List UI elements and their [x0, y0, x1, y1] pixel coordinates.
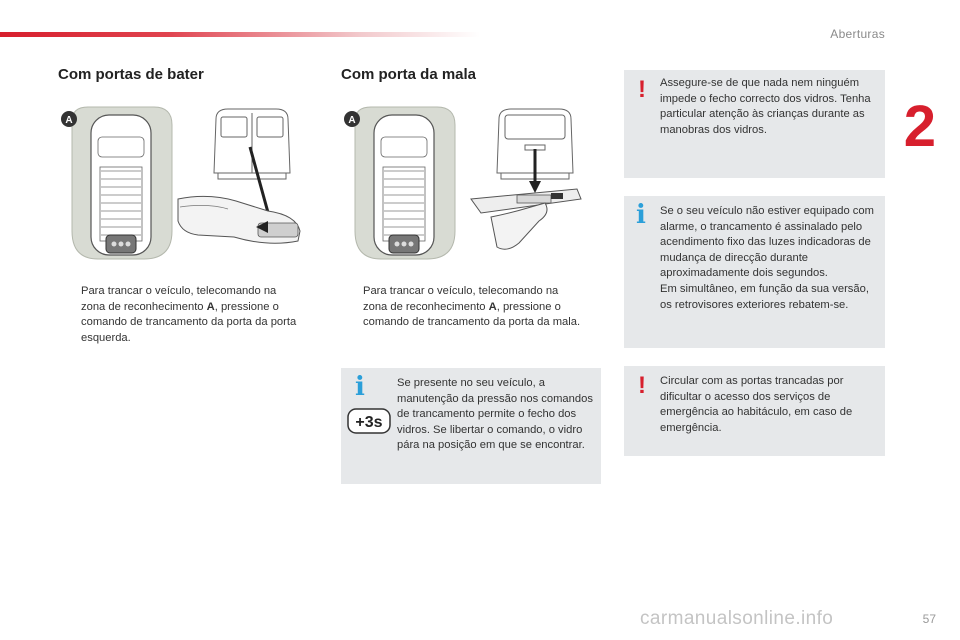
- page-number: 57: [922, 612, 936, 626]
- left-heading: Com portas de bater: [58, 66, 204, 83]
- info-box-alarm: [624, 196, 885, 348]
- warning-icon: !: [638, 76, 646, 103]
- warning-icon: !: [638, 372, 646, 399]
- info-box-text: Se presente no seu veículo, a manutenção da pressão nos comandos de trancamento permite o fecho dos vidros. Se libertar o comando, o vidro pára na posição em que se encontrar.: [397, 377, 593, 452]
- info-icon: i: [355, 372, 365, 402]
- zone-a-badge: [61, 111, 77, 127]
- warning-box-windows: [624, 70, 885, 178]
- warning-box-emergency: [624, 366, 885, 456]
- section-title: Aberturas: [830, 27, 885, 41]
- middle-instruction: Para trancar o veículo, telecomando na zona de reconhecimento A, pressione o comando de trancamento da porta da mala.: [363, 285, 581, 329]
- info-box-one-touch: [341, 368, 601, 484]
- svg-text:A: A: [65, 115, 73, 126]
- warning-text: Circular com as portas trancadas por dificultar o acesso dos serviços de emergência ao habitáculo, em caso de emergência.: [660, 375, 853, 434]
- header-accent-bar: [0, 32, 480, 37]
- key-fob-icon: [389, 235, 419, 253]
- plus-3s-icon: [347, 408, 391, 434]
- svg-text:A: A: [348, 115, 356, 126]
- watermark: carmanualsonline.info: [640, 608, 834, 629]
- chapter-number: 2: [903, 94, 936, 159]
- key-fob-icon: [106, 235, 136, 253]
- left-instruction: Para trancar o veículo, telecomando na zona de reconhecimento A, pressione o comando de trancamento da porta da porta esquerda.: [81, 285, 297, 344]
- zone-a-badge: [344, 111, 360, 127]
- illustration-hinged-doors: [58, 103, 304, 265]
- svg-text:+3s: +3s: [355, 414, 383, 431]
- middle-heading: Com porta da mala: [341, 66, 477, 83]
- illustration-tailgate: [341, 103, 587, 265]
- info-icon: i: [636, 200, 646, 230]
- warning-text: Assegure-se de que nada nem ninguém impede o fecho correcto dos vidros. Tenha particular atenção às crianças durante as manobras dos vidros.: [660, 77, 871, 136]
- info-text: Se o seu veículo não estiver equipado com alarme, o trancamento é assinalado pelo acendimento fixo das luzes indicadoras de mudança de direcção durante aproximadamente dois segundos. Em simultâneo, em função da sua versão, os retrovisores exteriores rebatem-se.: [660, 205, 874, 311]
